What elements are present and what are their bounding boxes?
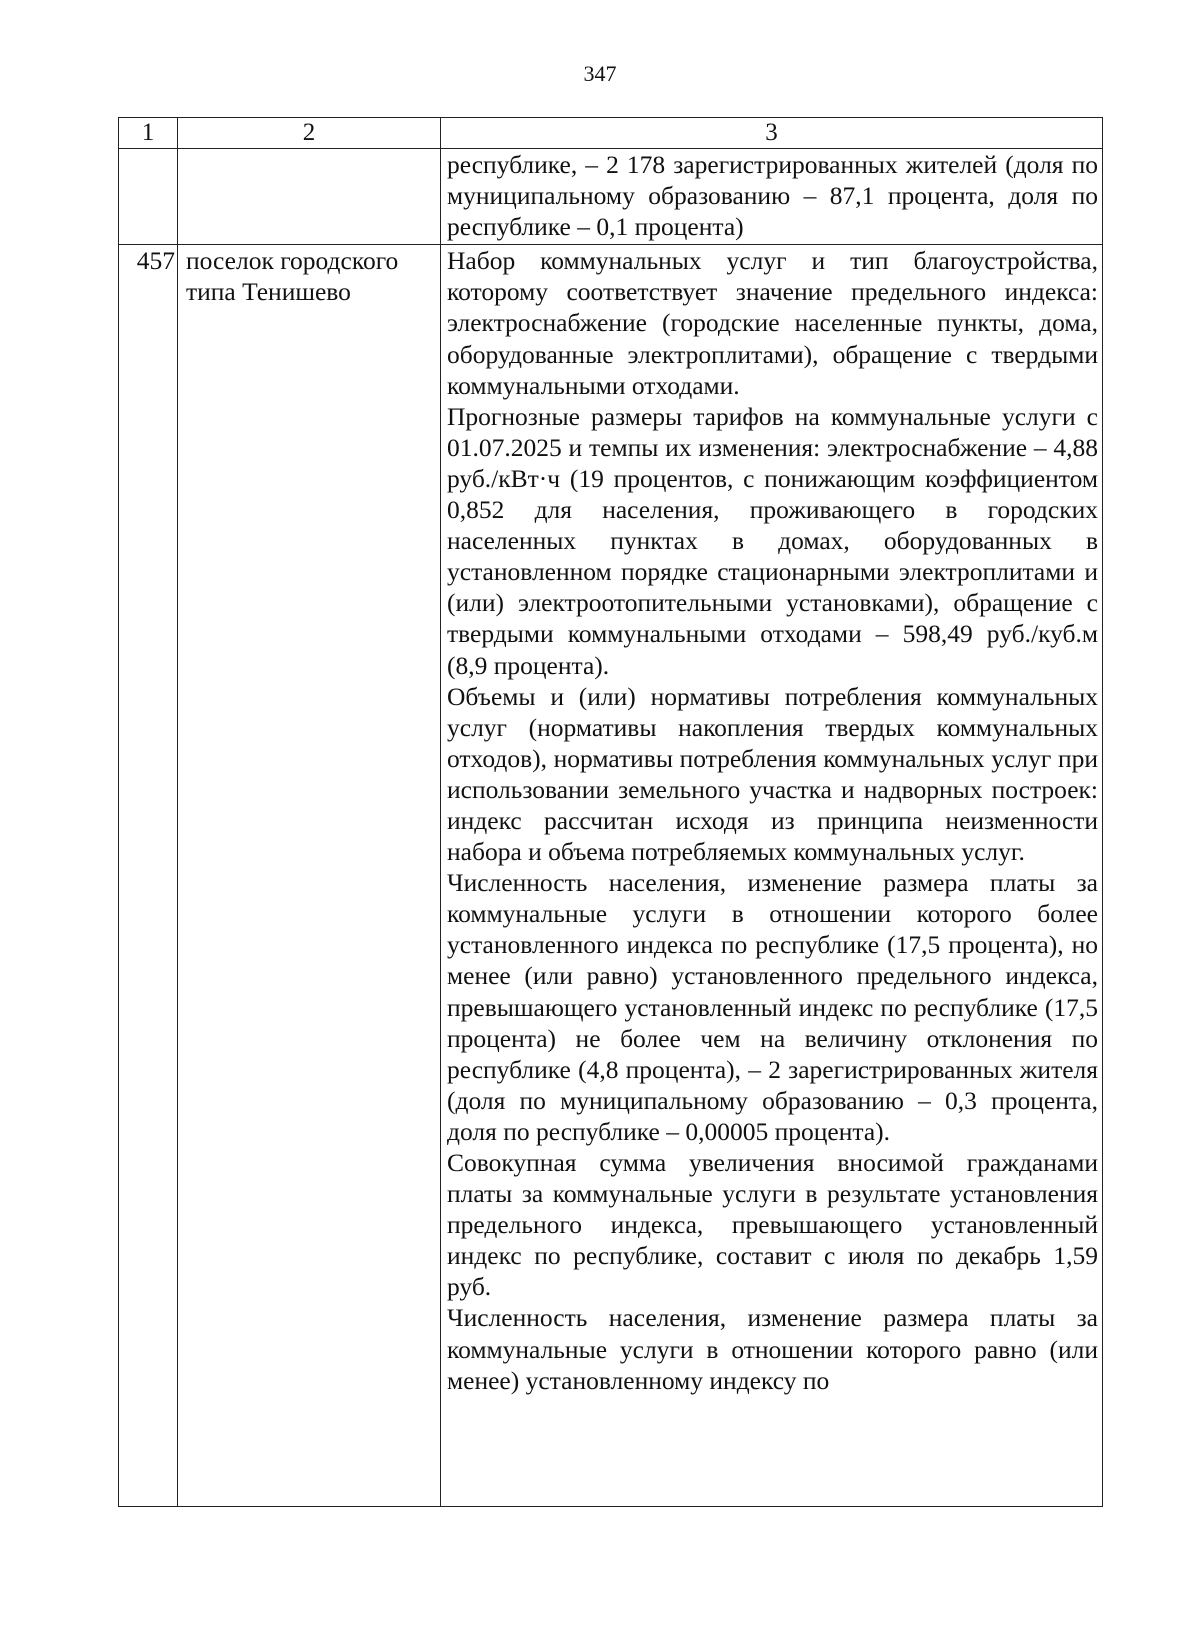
description-cell bbox=[441, 149, 1103, 245]
description-cell bbox=[441, 245, 1103, 1507]
row-number-cell bbox=[119, 149, 178, 245]
header-col-2: 2 bbox=[178, 118, 441, 149]
description-paragraph: Численность населения, изменение размера платы за коммунальные услуги в отношении которого равно (или менее) установленному индексу по bbox=[447, 1303, 1098, 1395]
row-number-cell: 457 bbox=[119, 245, 178, 1507]
settlement-name-cell bbox=[178, 149, 441, 245]
table-row-457 bbox=[119, 245, 1103, 1507]
data-table bbox=[118, 117, 1103, 1507]
table-row-continuation bbox=[119, 149, 1103, 245]
description-paragraph: Прогнозные размеры тарифов на коммунальные услуги с 01.07.2025 и темпы их изменения: электроснабжение – 4,88 руб./кВт·ч (19 процентов, с понижающим коэффициентом 0,852 для населения, проживающего в городских населенных пунктах в домах, оборудованных в установленном порядке стационарными электроплитами и (или) электроотопительными установками), обращение с твердыми коммунальными отходами – 598,49 руб./куб.м (8,9 процента). bbox=[447, 401, 1098, 680]
settlement-name-cell: поселок городского типа Тенишево bbox=[178, 245, 441, 1507]
description-paragraph: республике, – 2 178 зарегистрированных жителей (доля по муниципальному образованию – 87,1 процента, доля по республике – 0,1 процента) bbox=[447, 150, 1098, 242]
description-paragraph: Набор коммунальных услуг и тип благоустройства, которому соответствует значение предельного индекса: электроснабжение (городские населенные пункты, дома, оборудованные электроплитами), обращение с твердыми коммунальными отходами. bbox=[447, 246, 1098, 400]
description-paragraph: Совокупная сумма увеличения вносимой гражданами платы за коммунальные услуги в результате установления предельного индекса, превышающего установленный индекс по республике, составит с июля по декабрь 1,59 руб. bbox=[447, 1148, 1098, 1302]
page-number: 347 bbox=[583, 61, 617, 86]
header-col-1: 1 bbox=[119, 118, 178, 149]
header-col-3: 3 bbox=[441, 118, 1103, 149]
description-paragraph: Объемы и (или) нормативы потребления коммунальных услуг (нормативы накопления твердых коммунальных отходов), нормативы потребления коммунальных услуг при использовании земельного участка и надворных построек: индекс рассчитан исходя из принципа неизменности набора и объема потребляемых коммунальных услуг. bbox=[447, 681, 1098, 867]
description-paragraph: Численность населения, изменение размера платы за коммунальные услуги в отношении которого более установленного индекса по республике (17,5 процента), но менее (или равно) установленного предельного индекса, превышающего установленный индекс по республике (17,5 процента) не более чем на величину отклонения по республике (4,8 процента), – 2 зарегистрированных жителя (доля по муниципальному образованию – 0,3 процента, доля по республике – 0,00005 процента). bbox=[447, 868, 1098, 1146]
table-header-row bbox=[119, 118, 1103, 149]
